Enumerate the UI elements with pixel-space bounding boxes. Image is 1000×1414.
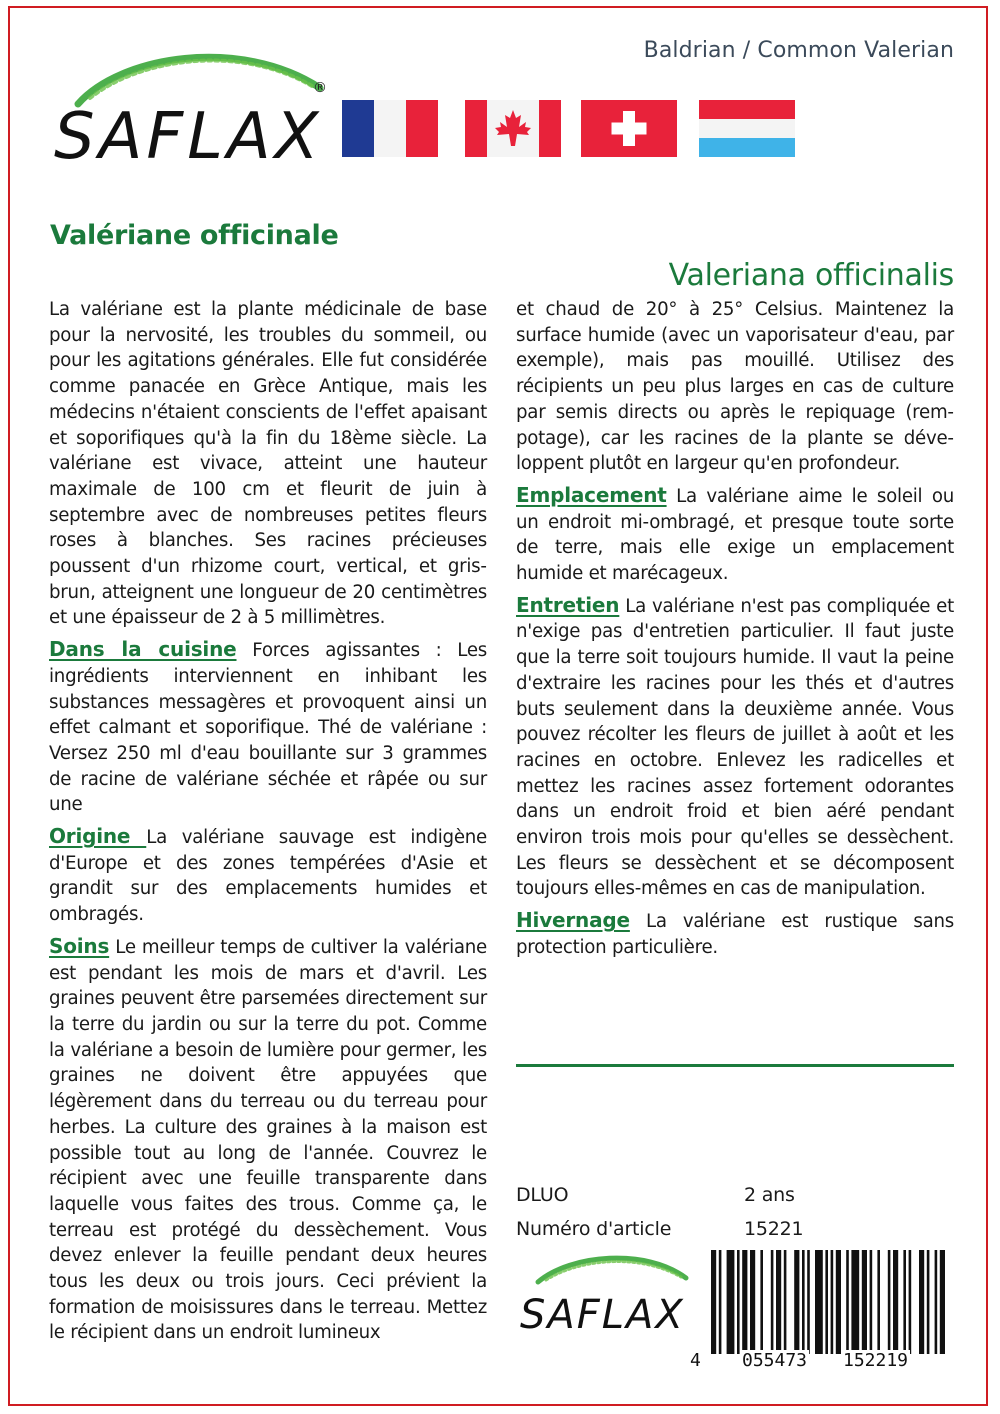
right-column <box>516 297 954 967</box>
barcode-bar <box>727 1250 735 1354</box>
hivernage-heading: Hivernage <box>516 908 630 933</box>
barcode-right-digits: 152219 <box>843 1350 909 1371</box>
registered-mark: ® <box>313 80 327 96</box>
origine-text: La valériane sauvage est indigène d'Europe et des zones tempérées d'Asie et grandit sur des emplacements humides et ombragés. <box>49 827 487 926</box>
barcode-bar <box>719 1250 722 1354</box>
article-number-value: 15221 <box>744 1218 804 1240</box>
barcode-bar <box>802 1250 805 1354</box>
hivernage-section <box>516 908 954 960</box>
entretien-heading: Entretien <box>516 592 620 617</box>
barcode-bar <box>831 1250 834 1354</box>
barcode-bar <box>742 1250 747 1354</box>
cuisine-text: Forces agissantes : Les ingrédients interviennent en inhibant les substances messagères et provoquent ainsi un effet calmant et soporifique. Thé de valériane : Versez 250 ml d'eau bouillante sur 3 grammes de racine de valériane séchée et râpée ou sur une <box>49 640 488 816</box>
soins-section <box>49 934 487 1346</box>
barcode-bar <box>711 1250 716 1354</box>
soins-continued: et chaud de 20° à 25° Celsius. Maintenez la surface humide (avec un vaporisateur d'eau, par exemple), mais pas mouillé. Utilisez des récipients un peu plus larges en cas de culture par semis directs ou après le repiquage (rempotage), car les racines de la plante se développent plutôt en largeur qu'en profondeur. <box>516 299 954 475</box>
soins-heading: Soins <box>49 933 110 958</box>
barcode-bar <box>851 1250 859 1354</box>
barcode-bar <box>846 1250 849 1354</box>
hivernage-text: La valériane est rustique sans protection particulière. <box>516 911 954 958</box>
barcode-bar <box>940 1250 945 1354</box>
barcode-bar <box>877 1250 880 1354</box>
barcode-bar <box>760 1250 763 1354</box>
header-caption: Baldrian / Common Valerian <box>643 38 954 63</box>
barcode-bar <box>919 1250 924 1354</box>
barcode-bar <box>909 1250 912 1354</box>
barcode-bar <box>794 1250 799 1354</box>
canada-flag-icon <box>465 100 561 157</box>
entretien-text: La valériane n'est pas compliquée et n'exige pas d'entretien particulier. Il faut juste que la terre soit toujours humide. Il vaut la peine d'extraire les racines pour les thés et d'autres buts seulement dans la deuxième année. Vous pouvez récolter les fleurs de juillet à août et les racines en octobre. Enlevez les radicelles et mettez les racines assez fortement odorantes dans un endroit froid et bien aéré pendant environ trois mois pour qu'elles se dessèchent. Les fleurs se dessèchent et se décomposent toujours elles-mêmes en cas de manipulation. <box>516 595 954 900</box>
barcode-bar <box>825 1250 828 1354</box>
saflax-logo <box>50 36 330 176</box>
dluo-label: DLUO <box>516 1184 569 1206</box>
intro-paragraph: La valériane est la plante médicinale de base pour la nervosité, les troubles du sommeil, ou pour les agitations générales. Elle fut considérée comme panacée en Grèce Antique, mais les médecins n'étaient conscients de l'effet apaisant et soporifiques qu'à la fin du 18ème siècle. La valériane est vivace, atteint une hauteur maximale de 100 cm et fleurit de juin à septembre avec de nombreuses petites fleurs roses à blanches. Ses racines précieuses poussent d'un rhizome court, vertical, et grisbrun, atteignent une longueur de 20 centimètres et une épaisseur de 2 à 5 millimètres. <box>49 299 487 629</box>
barcode-bar <box>888 1250 891 1354</box>
origine-section <box>49 824 487 928</box>
switzerland-flag-icon <box>581 100 677 157</box>
origine-heading: Origine <box>49 824 147 849</box>
barcode-bar <box>737 1250 740 1354</box>
emplacement-heading: Emplacement <box>516 482 667 507</box>
section-divider <box>516 1064 954 1067</box>
left-column <box>49 297 487 1352</box>
soins-text: Le meilleur temps de cultiver la valériane est pendant les mois de mars et d'avril. Les graines peuvent être parsemées directement sur la terre du jardin ou sur la terre du pot. Comme la valériane a besoin de lumière pour germer, les graines ne doivent être appuyées que légèrement dans du terreau ou du terreau pour herbes. La culture des graines à la maison est possible tout au long de l'année. Couvrez le récipient avec une feuille transparente dans laquelle vous faites des trous. Comme ça, le terreau est protégé du dessèchement. Vous devez enlever la feuille pendant deux heures tous les deux ou trois jours. Ceci prévient la formation de moisissures dans le terreau. Mettez le récipient dans un endroit lumineux <box>49 936 487 1344</box>
barcode-first-digit: 4 <box>690 1350 701 1371</box>
barcode-bar <box>870 1250 873 1354</box>
emplacement-text: La valériane aime le soleil ou un endroit mi-ombragé, et presque toute sorte de terre, mais elle exige un emplacement humide et marécageux. <box>516 485 954 585</box>
latin-title: Valeriana officinalis <box>668 258 954 293</box>
barcode-bar <box>893 1250 898 1354</box>
barcode-bar <box>776 1250 781 1354</box>
barcode-bar <box>750 1250 755 1354</box>
barcode-bar <box>836 1250 841 1354</box>
barcode-bar <box>807 1250 810 1354</box>
emplacement-section <box>516 483 954 587</box>
barcode-bar <box>771 1250 774 1354</box>
svg-text:SAFLAX: SAFLAX <box>520 1292 685 1338</box>
french-title: Valériane officinale <box>50 220 339 251</box>
barcode-bar <box>784 1250 787 1354</box>
dluo-value: 2 ans <box>744 1184 795 1206</box>
france-flag-icon <box>342 100 438 157</box>
barcode-bar <box>862 1250 867 1354</box>
barcode-bar <box>935 1250 938 1354</box>
svg-text:SAFLAX: SAFLAX <box>54 100 323 174</box>
barcode-left-digits: 055473 <box>742 1350 808 1371</box>
cuisine-heading: Dans la cuisine <box>49 637 237 662</box>
saflax-logo-small <box>516 1250 696 1340</box>
barcode-bar <box>927 1250 930 1354</box>
barcode-bar <box>815 1250 823 1354</box>
cuisine-section <box>49 637 487 818</box>
luxembourg-flag-icon <box>699 100 795 157</box>
barcode-bar <box>903 1250 906 1354</box>
article-number-label: Numéro d'article <box>516 1218 672 1240</box>
entretien-section <box>516 593 954 902</box>
